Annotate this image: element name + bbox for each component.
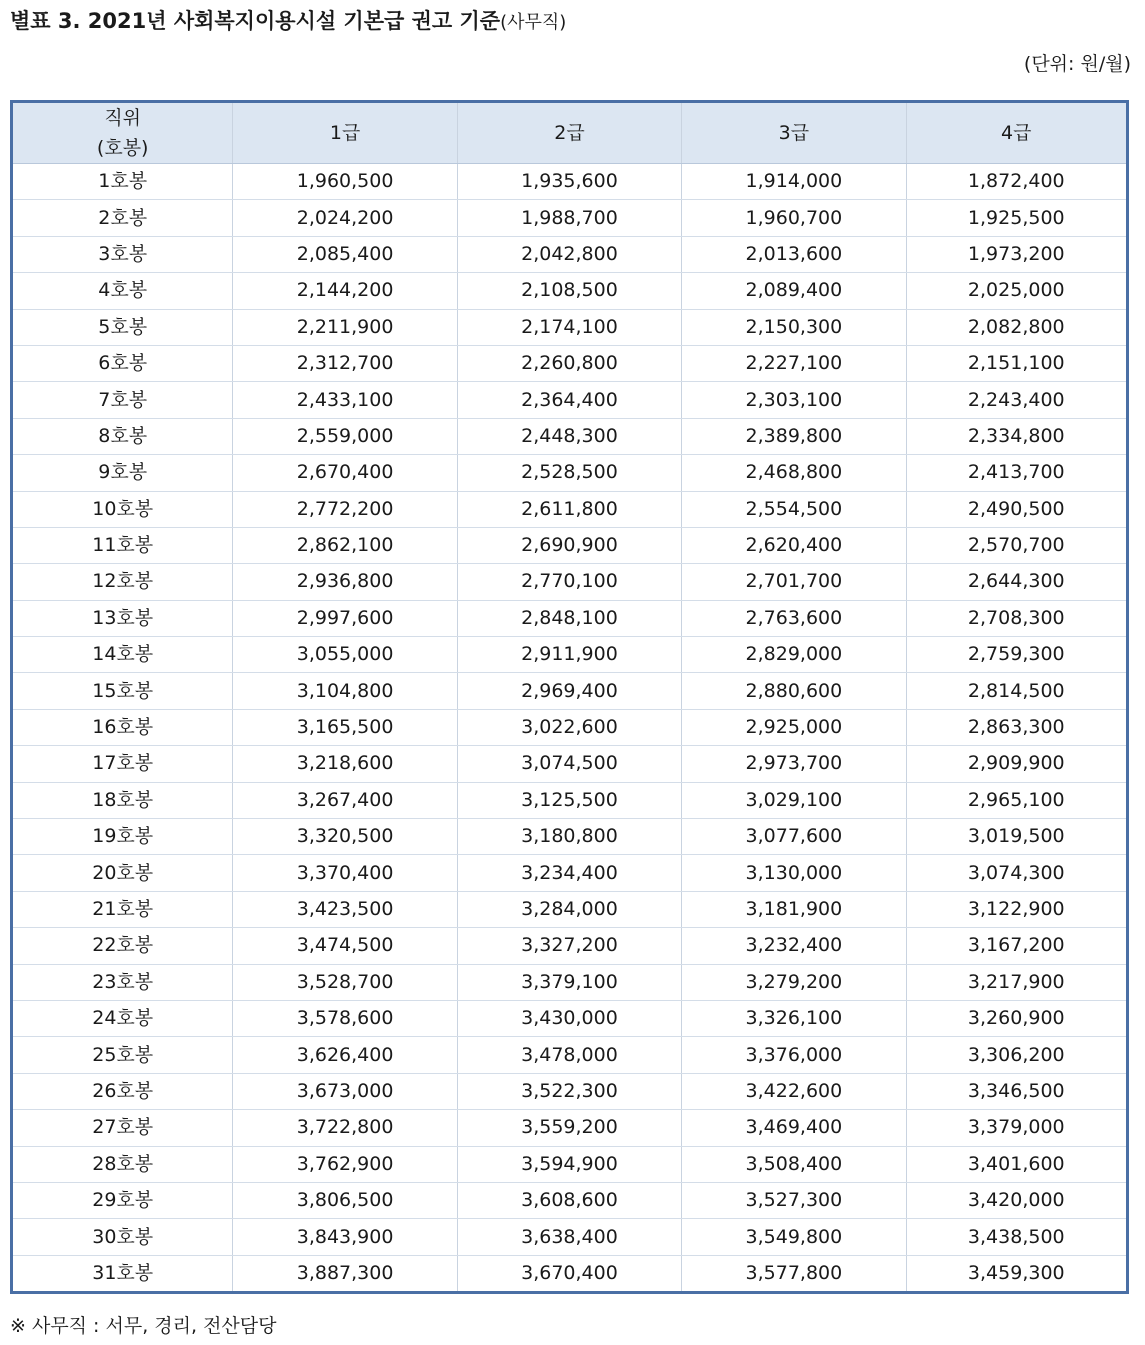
salary-cell-grade-1: 3,267,400 bbox=[233, 782, 457, 818]
table-row bbox=[12, 491, 1128, 527]
step-cell: 8호봉 bbox=[12, 418, 233, 454]
step-cell: 28호봉 bbox=[12, 1146, 233, 1182]
salary-cell-grade-3: 2,925,000 bbox=[682, 709, 906, 745]
salary-cell-grade-2: 2,969,400 bbox=[457, 673, 681, 709]
salary-cell-grade-2: 2,528,500 bbox=[457, 455, 681, 491]
salary-cell-grade-2: 2,911,900 bbox=[457, 637, 681, 673]
salary-cell-grade-2: 3,234,400 bbox=[457, 855, 681, 891]
salary-cell-grade-4: 2,082,800 bbox=[906, 309, 1127, 345]
salary-cell-grade-3: 2,973,700 bbox=[682, 746, 906, 782]
salary-cell-grade-4: 3,217,900 bbox=[906, 964, 1127, 1000]
salary-cell-grade-2: 3,125,500 bbox=[457, 782, 681, 818]
salary-cell-grade-3: 3,508,400 bbox=[682, 1146, 906, 1182]
table-row bbox=[12, 345, 1128, 381]
header-step-sublabel: (호봉) bbox=[96, 137, 149, 159]
salary-cell-grade-4: 3,074,300 bbox=[906, 855, 1127, 891]
step-cell: 10호봉 bbox=[12, 491, 233, 527]
salary-cell-grade-2: 3,430,000 bbox=[457, 1000, 681, 1036]
step-cell: 23호봉 bbox=[12, 964, 233, 1000]
table-row bbox=[12, 1037, 1128, 1073]
salary-cell-grade-2: 3,478,000 bbox=[457, 1037, 681, 1073]
step-cell: 4호봉 bbox=[12, 273, 233, 309]
salary-cell-grade-3: 2,013,600 bbox=[682, 236, 906, 272]
salary-cell-grade-3: 3,326,100 bbox=[682, 1000, 906, 1036]
salary-cell-grade-4: 3,379,000 bbox=[906, 1110, 1127, 1146]
step-cell: 24호봉 bbox=[12, 1000, 233, 1036]
step-cell: 1호봉 bbox=[12, 164, 233, 200]
salary-cell-grade-2: 2,611,800 bbox=[457, 491, 681, 527]
step-cell: 15호봉 bbox=[12, 673, 233, 709]
step-cell: 3호봉 bbox=[12, 236, 233, 272]
salary-cell-grade-1: 3,320,500 bbox=[233, 819, 457, 855]
salary-cell-grade-4: 2,814,500 bbox=[906, 673, 1127, 709]
table-row bbox=[12, 164, 1128, 200]
table-row bbox=[12, 673, 1128, 709]
step-cell: 7호봉 bbox=[12, 382, 233, 418]
table-row bbox=[12, 1146, 1128, 1182]
title-main: 별표 3. 2021년 사회복지이용시설 기본급 권고 기준 bbox=[10, 9, 501, 33]
salary-cell-grade-3: 3,527,300 bbox=[682, 1182, 906, 1218]
salary-cell-grade-2: 2,770,100 bbox=[457, 564, 681, 600]
salary-cell-grade-4: 2,759,300 bbox=[906, 637, 1127, 673]
salary-cell-grade-2: 2,108,500 bbox=[457, 273, 681, 309]
salary-cell-grade-3: 3,577,800 bbox=[682, 1255, 906, 1292]
salary-cell-grade-4: 3,260,900 bbox=[906, 1000, 1127, 1036]
salary-cell-grade-3: 2,303,100 bbox=[682, 382, 906, 418]
salary-cell-grade-2: 3,594,900 bbox=[457, 1146, 681, 1182]
header-grade-1: 1급 bbox=[233, 102, 457, 164]
step-cell: 13호봉 bbox=[12, 600, 233, 636]
salary-cell-grade-3: 3,422,600 bbox=[682, 1073, 906, 1109]
step-cell: 9호봉 bbox=[12, 455, 233, 491]
salary-cell-grade-3: 2,227,100 bbox=[682, 345, 906, 381]
table-row bbox=[12, 964, 1128, 1000]
table-row bbox=[12, 819, 1128, 855]
step-cell: 18호봉 bbox=[12, 782, 233, 818]
salary-cell-grade-4: 2,909,900 bbox=[906, 746, 1127, 782]
salary-cell-grade-3: 2,089,400 bbox=[682, 273, 906, 309]
salary-cell-grade-2: 3,284,000 bbox=[457, 891, 681, 927]
salary-cell-grade-1: 3,673,000 bbox=[233, 1073, 457, 1109]
table-row bbox=[12, 1255, 1128, 1292]
salary-cell-grade-2: 2,848,100 bbox=[457, 600, 681, 636]
salary-cell-grade-1: 3,165,500 bbox=[233, 709, 457, 745]
salary-cell-grade-2: 3,670,400 bbox=[457, 1255, 681, 1292]
step-cell: 20호봉 bbox=[12, 855, 233, 891]
table-row bbox=[12, 1073, 1128, 1109]
table-row bbox=[12, 891, 1128, 927]
salary-cell-grade-2: 1,988,700 bbox=[457, 200, 681, 236]
step-cell: 16호봉 bbox=[12, 709, 233, 745]
header-grade-3: 3급 bbox=[682, 102, 906, 164]
salary-cell-grade-2: 3,074,500 bbox=[457, 746, 681, 782]
salary-cell-grade-4: 1,872,400 bbox=[906, 164, 1127, 200]
salary-cell-grade-2: 3,522,300 bbox=[457, 1073, 681, 1109]
table-row bbox=[12, 746, 1128, 782]
header-step-column bbox=[12, 102, 233, 164]
salary-cell-grade-1: 3,806,500 bbox=[233, 1182, 457, 1218]
salary-cell-grade-1: 3,370,400 bbox=[233, 855, 457, 891]
salary-cell-grade-1: 3,843,900 bbox=[233, 1219, 457, 1255]
table-row bbox=[12, 418, 1128, 454]
salary-cell-grade-2: 2,042,800 bbox=[457, 236, 681, 272]
table-row bbox=[12, 382, 1128, 418]
salary-cell-grade-1: 3,722,800 bbox=[233, 1110, 457, 1146]
salary-cell-grade-2: 3,022,600 bbox=[457, 709, 681, 745]
header-grade-2: 2급 bbox=[457, 102, 681, 164]
salary-cell-grade-4: 2,413,700 bbox=[906, 455, 1127, 491]
salary-cell-grade-1: 2,559,000 bbox=[233, 418, 457, 454]
salary-cell-grade-2: 3,180,800 bbox=[457, 819, 681, 855]
step-cell: 5호봉 bbox=[12, 309, 233, 345]
salary-cell-grade-1: 2,862,100 bbox=[233, 527, 457, 563]
header-grade-4: 4급 bbox=[906, 102, 1127, 164]
salary-cell-grade-1: 3,474,500 bbox=[233, 928, 457, 964]
table-row bbox=[12, 309, 1128, 345]
salary-cell-grade-4: 2,025,000 bbox=[906, 273, 1127, 309]
salary-cell-grade-1: 2,211,900 bbox=[233, 309, 457, 345]
page-title bbox=[10, 6, 566, 36]
salary-cell-grade-2: 2,448,300 bbox=[457, 418, 681, 454]
salary-cell-grade-4: 3,019,500 bbox=[906, 819, 1127, 855]
salary-cell-grade-1: 3,762,900 bbox=[233, 1146, 457, 1182]
step-cell: 19호봉 bbox=[12, 819, 233, 855]
salary-cell-grade-1: 2,772,200 bbox=[233, 491, 457, 527]
salary-cell-grade-1: 3,887,300 bbox=[233, 1255, 457, 1292]
salary-cell-grade-2: 3,327,200 bbox=[457, 928, 681, 964]
salary-cell-grade-3: 3,029,100 bbox=[682, 782, 906, 818]
table-row bbox=[12, 928, 1128, 964]
step-cell: 26호봉 bbox=[12, 1073, 233, 1109]
salary-cell-grade-3: 2,150,300 bbox=[682, 309, 906, 345]
salary-cell-grade-3: 2,763,600 bbox=[682, 600, 906, 636]
table-row bbox=[12, 1219, 1128, 1255]
step-cell: 25호봉 bbox=[12, 1037, 233, 1073]
step-cell: 17호봉 bbox=[12, 746, 233, 782]
salary-cell-grade-4: 3,167,200 bbox=[906, 928, 1127, 964]
salary-cell-grade-1: 2,936,800 bbox=[233, 564, 457, 600]
salary-cell-grade-3: 3,469,400 bbox=[682, 1110, 906, 1146]
salary-cell-grade-1: 3,528,700 bbox=[233, 964, 457, 1000]
salary-cell-grade-2: 3,638,400 bbox=[457, 1219, 681, 1255]
salary-cell-grade-1: 2,024,200 bbox=[233, 200, 457, 236]
table-row bbox=[12, 564, 1128, 600]
salary-cell-grade-1: 3,055,000 bbox=[233, 637, 457, 673]
salary-cell-grade-1: 2,085,400 bbox=[233, 236, 457, 272]
table-row bbox=[12, 527, 1128, 563]
step-cell: 30호봉 bbox=[12, 1219, 233, 1255]
salary-cell-grade-3: 3,232,400 bbox=[682, 928, 906, 964]
salary-cell-grade-3: 2,554,500 bbox=[682, 491, 906, 527]
salary-cell-grade-4: 2,965,100 bbox=[906, 782, 1127, 818]
salary-cell-grade-4: 2,243,400 bbox=[906, 382, 1127, 418]
salary-cell-grade-2: 1,935,600 bbox=[457, 164, 681, 200]
salary-cell-grade-2: 2,690,900 bbox=[457, 527, 681, 563]
step-cell: 6호봉 bbox=[12, 345, 233, 381]
salary-cell-grade-1: 3,218,600 bbox=[233, 746, 457, 782]
table-row bbox=[12, 1182, 1128, 1218]
salary-cell-grade-3: 2,620,400 bbox=[682, 527, 906, 563]
title-sub: (사무직) bbox=[500, 12, 567, 33]
salary-cell-grade-2: 2,364,400 bbox=[457, 382, 681, 418]
table-row bbox=[12, 600, 1128, 636]
table-body bbox=[12, 164, 1128, 1293]
salary-cell-grade-4: 3,346,500 bbox=[906, 1073, 1127, 1109]
salary-cell-grade-4: 2,644,300 bbox=[906, 564, 1127, 600]
salary-cell-grade-3: 2,701,700 bbox=[682, 564, 906, 600]
salary-cell-grade-4: 2,490,500 bbox=[906, 491, 1127, 527]
salary-cell-grade-4: 1,925,500 bbox=[906, 200, 1127, 236]
salary-cell-grade-1: 2,670,400 bbox=[233, 455, 457, 491]
salary-cell-grade-1: 3,626,400 bbox=[233, 1037, 457, 1073]
table-row bbox=[12, 200, 1128, 236]
table-row bbox=[12, 1110, 1128, 1146]
salary-cell-grade-1: 2,433,100 bbox=[233, 382, 457, 418]
table-row bbox=[12, 855, 1128, 891]
table-row bbox=[12, 273, 1128, 309]
step-cell: 14호봉 bbox=[12, 637, 233, 673]
salary-cell-grade-3: 2,880,600 bbox=[682, 673, 906, 709]
salary-cell-grade-1: 2,997,600 bbox=[233, 600, 457, 636]
salary-cell-grade-1: 1,960,500 bbox=[233, 164, 457, 200]
salary-cell-grade-4: 3,459,300 bbox=[906, 1255, 1127, 1292]
salary-cell-grade-4: 2,151,100 bbox=[906, 345, 1127, 381]
salary-cell-grade-4: 2,863,300 bbox=[906, 709, 1127, 745]
salary-cell-grade-4: 2,708,300 bbox=[906, 600, 1127, 636]
salary-cell-grade-1: 3,104,800 bbox=[233, 673, 457, 709]
salary-cell-grade-4: 3,122,900 bbox=[906, 891, 1127, 927]
salary-cell-grade-3: 1,960,700 bbox=[682, 200, 906, 236]
table-row bbox=[12, 236, 1128, 272]
table-row bbox=[12, 1000, 1128, 1036]
salary-cell-grade-4: 3,306,200 bbox=[906, 1037, 1127, 1073]
salary-cell-grade-2: 3,608,600 bbox=[457, 1182, 681, 1218]
salary-cell-grade-3: 3,549,800 bbox=[682, 1219, 906, 1255]
step-cell: 22호봉 bbox=[12, 928, 233, 964]
footnote: ※ 사무직 : 서무, 경리, 전산담당 bbox=[10, 1315, 277, 1337]
salary-cell-grade-4: 2,334,800 bbox=[906, 418, 1127, 454]
salary-cell-grade-2: 2,174,100 bbox=[457, 309, 681, 345]
salary-cell-grade-1: 2,312,700 bbox=[233, 345, 457, 381]
step-cell: 21호봉 bbox=[12, 891, 233, 927]
salary-table bbox=[10, 100, 1129, 1294]
salary-cell-grade-4: 3,420,000 bbox=[906, 1182, 1127, 1218]
salary-cell-grade-2: 3,559,200 bbox=[457, 1110, 681, 1146]
step-cell: 11호봉 bbox=[12, 527, 233, 563]
salary-cell-grade-2: 2,260,800 bbox=[457, 345, 681, 381]
table-row bbox=[12, 782, 1128, 818]
salary-cell-grade-4: 1,973,200 bbox=[906, 236, 1127, 272]
salary-cell-grade-1: 3,423,500 bbox=[233, 891, 457, 927]
salary-cell-grade-2: 3,379,100 bbox=[457, 964, 681, 1000]
salary-cell-grade-3: 2,389,800 bbox=[682, 418, 906, 454]
step-cell: 29호봉 bbox=[12, 1182, 233, 1218]
step-cell: 2호봉 bbox=[12, 200, 233, 236]
table-row bbox=[12, 637, 1128, 673]
salary-cell-grade-4: 3,438,500 bbox=[906, 1219, 1127, 1255]
header-row bbox=[12, 102, 1128, 164]
salary-cell-grade-3: 3,376,000 bbox=[682, 1037, 906, 1073]
table-row bbox=[12, 455, 1128, 491]
salary-cell-grade-3: 2,468,800 bbox=[682, 455, 906, 491]
salary-cell-grade-4: 3,401,600 bbox=[906, 1146, 1127, 1182]
step-cell: 12호봉 bbox=[12, 564, 233, 600]
salary-cell-grade-3: 2,829,000 bbox=[682, 637, 906, 673]
step-cell: 31호봉 bbox=[12, 1255, 233, 1292]
salary-cell-grade-1: 3,578,600 bbox=[233, 1000, 457, 1036]
header-step-label: 직위 bbox=[104, 107, 142, 129]
table-row bbox=[12, 709, 1128, 745]
salary-cell-grade-3: 1,914,000 bbox=[682, 164, 906, 200]
salary-cell-grade-3: 3,279,200 bbox=[682, 964, 906, 1000]
salary-cell-grade-3: 3,130,000 bbox=[682, 855, 906, 891]
salary-cell-grade-1: 2,144,200 bbox=[233, 273, 457, 309]
salary-cell-grade-4: 2,570,700 bbox=[906, 527, 1127, 563]
salary-cell-grade-3: 3,077,600 bbox=[682, 819, 906, 855]
salary-cell-grade-3: 3,181,900 bbox=[682, 891, 906, 927]
step-cell: 27호봉 bbox=[12, 1110, 233, 1146]
unit-label: (단위: 원/월) bbox=[1023, 53, 1131, 75]
